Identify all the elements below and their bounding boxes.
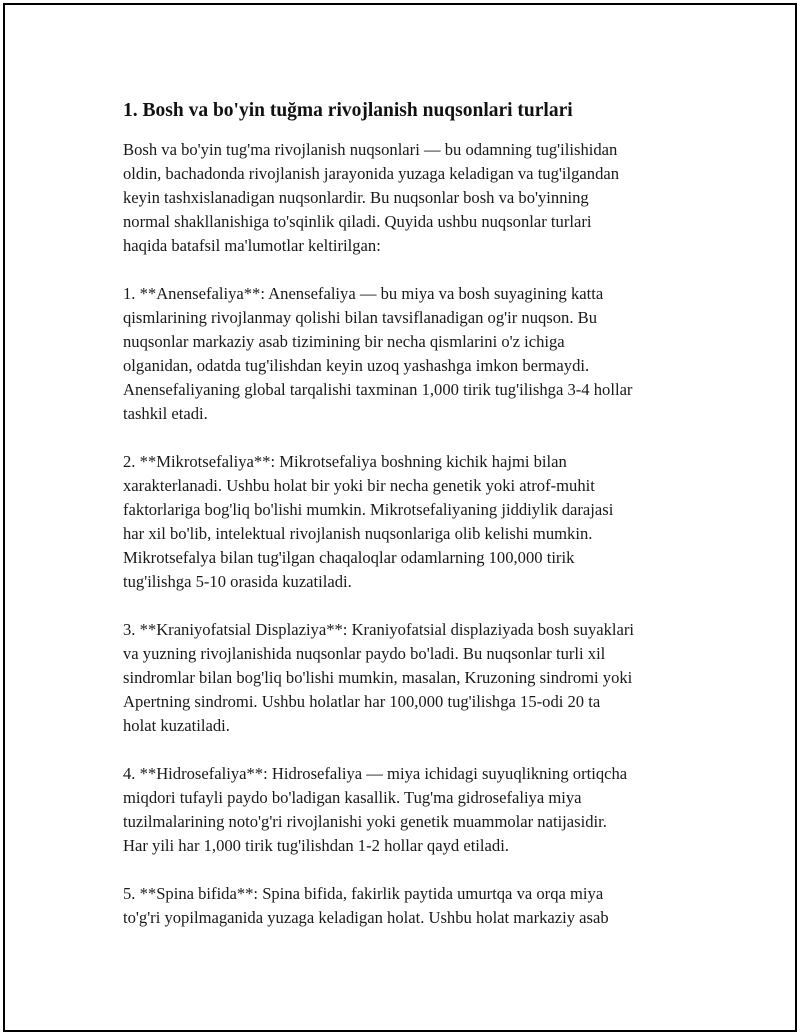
document-body	[123, 98, 698, 954]
list-item-anensefaliya: 1. **Anensefaliya**: Anensefaliya — bu miya va bosh suyagining katta qismlarining rivojlanmay qolishi bilan tavsiflanadigan og'ir nuqson. Bu nuqsonlar markaziy asab tizimining bir necha qismlarini o'z ichiga olganidan, odatda tug'ilishdan keyin uzoq yashashga imkon bermaydi. Anensefaliyaning global tarqalishi taxminan 1,000 tirik tug'ilishga 3-4 hollar tashkil etadi.	[123, 284, 633, 423]
list-item-spina-bifida: 5. **Spina bifida**: Spina bifida, fakirlik paytida umurtqa va orqa miya to'g'ri yopilmaganida yuzaga keladigan holat. Ushbu holat markaziy asab	[123, 884, 609, 927]
page-frame	[3, 3, 797, 1032]
section-heading: 1. Bosh va bo'yin tuğma rivojlanish nuqsonlari turlari	[123, 100, 573, 121]
list-item-hidrosefaliya: 4. **Hidrosefaliya**: Hidrosefaliya — miya ichidagi suyuqlikning ortiqcha miqdori tufayli paydo bo'ladigan kasallik. Tug'ma gidrosefaliya miya tuzilmalarining noto'g'ri rivojlanishi yoki genetik muammolar natijasidir. Har yili har 1,000 tirik tug'ilishdan 1-2 hollar qayd etiladi.	[123, 764, 628, 855]
intro-paragraph: Bosh va bo'yin tug'ma rivojlanish nuqsonlari — bu odamning tug'ilishidan oldin, bachadonda rivojlanish jarayonida yuzaga keladigan va tug'ilgandan keyin tashxislanadigan nuqsonlardir. Bu nuqsonlar bosh va bo'yinning normal shakllanishiga to'sqinlik qiladi. Quyida ushbu nuqsonlar turlari haqida batafsil ma'lumotlar keltirilgan:	[123, 140, 620, 255]
list-item-mikrotsefaliya: 2. **Mikrotsefaliya**: Mikrotsefaliya boshning kichik hajmi bilan xarakterlanadi. Ushbu holat bir yoki bir necha genetik yoki atrof-muhit faktorlariga bog'liq bo'lishi mumkin. Mikrotsefaliyaning jiddiylik darajasi har xil bo'lib, intelektual rivojlanish nuqsonlariga olib kelishi mumkin. Mikrotsefalya bilan tug'ilgan chaqaloqlar odamlarning 100,000 tirik tug'ilishga 5-10 orasida kuzatiladi.	[123, 452, 614, 591]
list-item-kraniyofatsial-displaziya: 3. **Kraniyofatsial Displaziya**: Kraniyofatsial displaziyada bosh suyaklari va yuzning rivojlanishida nuqsonlar paydo bo'ladi. Bu nuqsonlar turli xil sindromlar bilan bog'liq bo'lishi mumkin, masalan, Kruzoning sindromi yoki Apertning sindromi. Ushbu holatlar har 100,000 tug'ilishga 15-odi 20 ta holat kuzatiladi.	[123, 620, 635, 735]
